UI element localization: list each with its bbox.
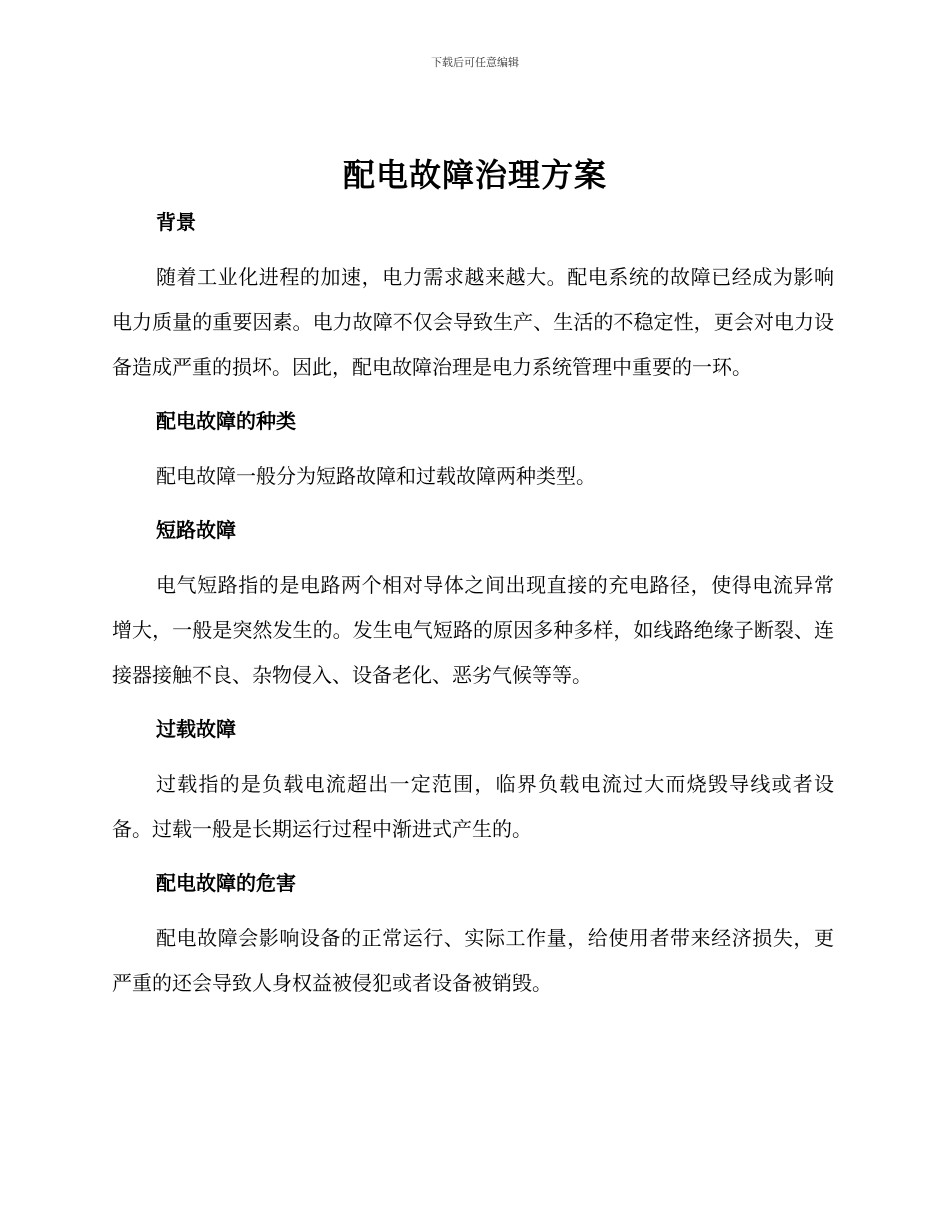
section-fault-types [112, 404, 834, 513]
section-paragraph: 配电故障会影响设备的正常运行、实际工作量，给使用者带来经济损失，更严重的还会导致人身权益被侵犯或者设备被销毁。 [112, 926, 834, 995]
header-note: 下载后可任意编辑 [431, 56, 519, 69]
section-short-circuit [112, 513, 834, 712]
section-hazards [112, 866, 834, 1006]
document-title: 配电故障治理方案 [342, 156, 607, 194]
section-heading: 短路故障 [156, 518, 236, 542]
section-paragraph: 随着工业化进程的加速，电力需求越来越大。配电系统的故障已经成为影响电力质量的重要因素。电力故障不仅会导致生产、生活的不稳定性，更会对电力设备造成严重的损坏。因此，配电故障治理是电力系统管理中重要的一环。 [112, 265, 834, 379]
section-paragraph: 配电故障一般分为短路故障和过载故障两种类型。 [156, 464, 596, 488]
section-paragraph: 电气短路指的是电路两个相对导体之间出现直接的充电路径，使得电流异常增大，一般是突然发生的。发生电气短路的原因多种多样，如线路绝缘子断裂、连接器接触不良、杂物侵入、设备老化、恶劣气候等等。 [112, 573, 834, 687]
section-paragraph: 过载指的是负载电流超出一定范围，临界负载电流过大而烧毁导线或者设备。过载一般是长期运行过程中渐进式产生的。 [112, 772, 834, 841]
section-overload [112, 712, 834, 866]
section-heading: 配电故障的危害 [156, 871, 296, 895]
document-body [112, 205, 834, 1006]
section-heading: 背景 [156, 210, 196, 234]
section-background [112, 205, 834, 404]
section-heading: 配电故障的种类 [156, 409, 296, 433]
section-heading: 过载故障 [156, 717, 236, 741]
